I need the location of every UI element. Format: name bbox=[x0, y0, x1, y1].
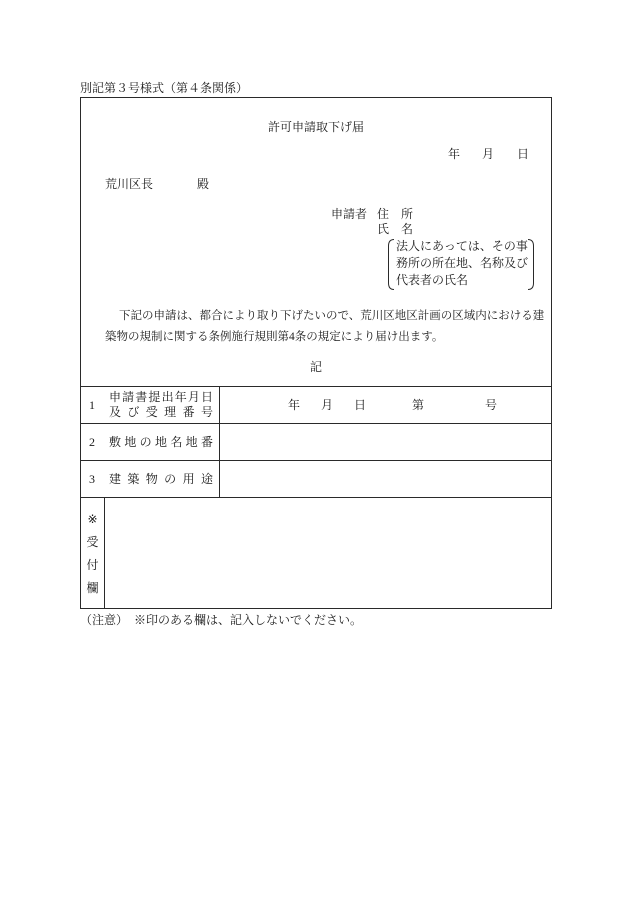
right-bracket bbox=[528, 240, 534, 290]
row-divider bbox=[81, 460, 551, 461]
date-year-label: 年 bbox=[448, 147, 461, 161]
corporate-note bbox=[396, 238, 528, 289]
label-char: 地 bbox=[124, 435, 137, 449]
submission-day-label: 日 bbox=[354, 398, 367, 412]
label-char: 出 bbox=[161, 390, 174, 404]
label-char: 理 bbox=[164, 405, 177, 419]
receipt-label bbox=[86, 512, 99, 595]
label-char: 年 bbox=[174, 390, 187, 404]
label-char: の bbox=[164, 472, 177, 486]
label-char: 用 bbox=[182, 472, 195, 486]
label-char: 付 bbox=[86, 558, 99, 572]
date-month-label: 月 bbox=[482, 147, 495, 161]
label-char: 受 bbox=[86, 535, 99, 549]
label-char: 番 bbox=[182, 405, 195, 419]
label-char: 地 bbox=[185, 435, 198, 449]
date-day-label: 日 bbox=[517, 147, 530, 161]
ki-heading: 記 bbox=[309, 360, 322, 374]
label-char: 受 bbox=[145, 405, 158, 419]
label-char: 番 bbox=[200, 435, 213, 449]
row-label bbox=[109, 435, 213, 449]
corporate-note-line: 法人にあっては、その事 bbox=[396, 239, 528, 253]
applicant-label: 申請者 bbox=[331, 207, 368, 221]
label-char: 書 bbox=[135, 390, 148, 404]
footer-note: （注意） ※印のある欄は、記入しないでください。 bbox=[80, 613, 363, 627]
label-char: 築 bbox=[127, 472, 140, 486]
form-title: 許可申請取下げ届 bbox=[267, 120, 364, 134]
label-char: 及 bbox=[109, 405, 122, 419]
label-char: 名 bbox=[170, 435, 183, 449]
addressee-honorific: 殿 bbox=[197, 177, 210, 191]
body-text-line: 下記の申請は、都合により取り下げたいので、荒川区地区計画の区域内における建 bbox=[119, 310, 545, 322]
label-char: 提 bbox=[148, 390, 161, 404]
submission-month-label: 月 bbox=[321, 398, 334, 412]
form-box bbox=[80, 97, 552, 609]
row-divider bbox=[81, 423, 551, 424]
label-char: 月 bbox=[187, 390, 200, 404]
label-char: 地 bbox=[154, 435, 167, 449]
label-char: 号 bbox=[200, 405, 213, 419]
column-divider bbox=[219, 386, 220, 497]
label-char: 欄 bbox=[86, 581, 99, 595]
label-char: 物 bbox=[145, 472, 158, 486]
label-char: 途 bbox=[200, 472, 213, 486]
receipt-number-suffix: 号 bbox=[485, 398, 498, 412]
label-char: 申 bbox=[109, 390, 122, 404]
row-label bbox=[109, 472, 213, 486]
label-char: 日 bbox=[200, 390, 213, 404]
label-char: の bbox=[139, 435, 152, 449]
receipt-column-divider bbox=[104, 497, 105, 608]
left-bracket bbox=[389, 240, 395, 290]
label-char: 敷 bbox=[109, 435, 122, 449]
name-label: 氏 名 bbox=[377, 222, 414, 236]
label-char: ※ bbox=[87, 512, 98, 526]
label-char: び bbox=[127, 405, 140, 419]
receipt-number-prefix: 第 bbox=[412, 398, 425, 412]
label-char: 請 bbox=[122, 390, 135, 404]
addressee-name: 荒川区長 bbox=[105, 177, 154, 191]
corporate-note-line: 務所の所在地、名称及び bbox=[396, 256, 529, 270]
address-label: 住 所 bbox=[377, 207, 414, 221]
submission-year-label: 年 bbox=[288, 398, 301, 412]
row-number: 3 bbox=[89, 472, 95, 486]
body-text-line: 築物の規制に関する条例施行規則第4条の規定により届け出ます。 bbox=[105, 331, 444, 343]
row-label-line bbox=[109, 405, 213, 419]
corporate-note-line: 代表者の氏名 bbox=[396, 273, 469, 287]
row-number: 1 bbox=[89, 398, 95, 412]
label-char: 建 bbox=[109, 472, 122, 486]
row-number: 2 bbox=[89, 435, 95, 449]
table-top-divider bbox=[81, 386, 551, 387]
row-divider bbox=[81, 497, 551, 498]
row-label-line bbox=[109, 390, 213, 404]
form-reference: 別記第３号様式（第４条関係） bbox=[80, 81, 249, 95]
